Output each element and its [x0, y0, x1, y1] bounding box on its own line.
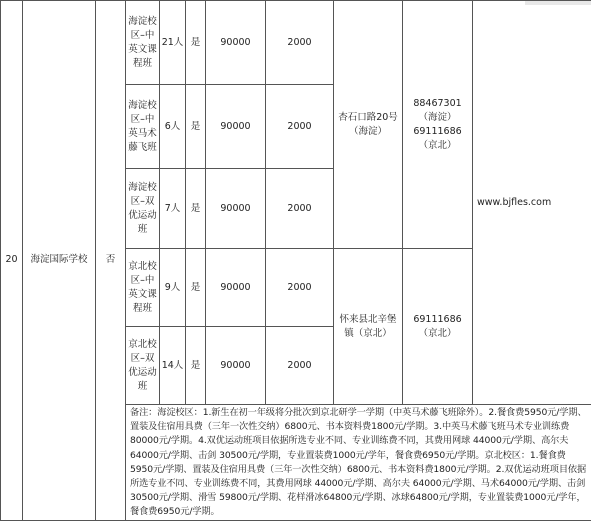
student-count: 21人	[160, 1, 186, 85]
student-count: 6人	[160, 85, 186, 169]
tuition-fee: 90000	[206, 1, 266, 85]
course-flag: 是	[186, 169, 206, 249]
course-name: 海淀校区–中英马术藤飞班	[126, 85, 160, 169]
fee-notes: 备注：海淀校区：1.新生在初一年级将分批次到京北研学一学期（中英马术藤飞班除外）。2.餐食费5950元/学期、置装及住宿用具费（三年一次性交纳）6800元、书本资料费1800元/学期。3.中英马术藤飞班马术专业训练费80000元/学期。4.双优运动班项目依据所选专业不同、专业训练费不同，其费用网球 44000元/学期、高尔夫64000元/学期、击剑 30500元/学期，专业置装费1000元/学年，餐食费6950元/学期。京北校区：1.餐食费5950元/学期、置装及住宿用具费（三年一次性交纳）6800元、书本资料费1800元/学期。2.双优运动班项目依据所选专业不同、专业训练费不同，其费用网球 44000元/学期、高尔夫 64000元/学期、马术64000元/学期、击剑 30500元/学期、滑雪 59800元/学期、花样滑冰64800元/学期、冰球64800元/学期，专业置装费1000元/学年，餐食费6950元/学期。	[126, 405, 591, 521]
campus-address: 杏石口路20号（海淀）	[334, 1, 403, 249]
course-name: 京北校区–中英文课程班	[126, 249, 160, 327]
school-name: 海淀国际学校	[23, 1, 96, 521]
tuition-fee: 90000	[206, 169, 266, 249]
deposit-fee: 2000	[266, 249, 334, 327]
tuition-fee: 90000	[206, 327, 266, 405]
student-count: 14人	[160, 327, 186, 405]
student-count: 7人	[160, 169, 186, 249]
course-flag: 是	[186, 327, 206, 405]
course-flag: 是	[186, 249, 206, 327]
deposit-fee: 2000	[266, 85, 334, 169]
tuition-fee: 90000	[206, 249, 266, 327]
campus-address: 怀来县北辛堡镇（京北）	[334, 249, 403, 405]
tuition-fee: 90000	[206, 85, 266, 169]
school-website: www.bjfles.com	[473, 1, 591, 405]
row-index: 20	[1, 1, 23, 521]
school-flag: 否	[96, 1, 126, 521]
course-name: 京北校区–双优运动班	[126, 327, 160, 405]
campus-phone: 88467301（海淀）69111686（京北）	[403, 1, 473, 249]
deposit-fee: 2000	[266, 169, 334, 249]
deposit-fee: 2000	[266, 327, 334, 405]
course-flag: 是	[186, 85, 206, 169]
course-flag: 是	[186, 1, 206, 85]
deposit-fee: 2000	[266, 1, 334, 85]
campus-phone: 69111686（京北）	[403, 249, 473, 405]
student-count: 9人	[160, 249, 186, 327]
course-name: 海淀校区–中英文课程班	[126, 1, 160, 85]
course-name: 海淀校区–双优运动班	[126, 169, 160, 249]
